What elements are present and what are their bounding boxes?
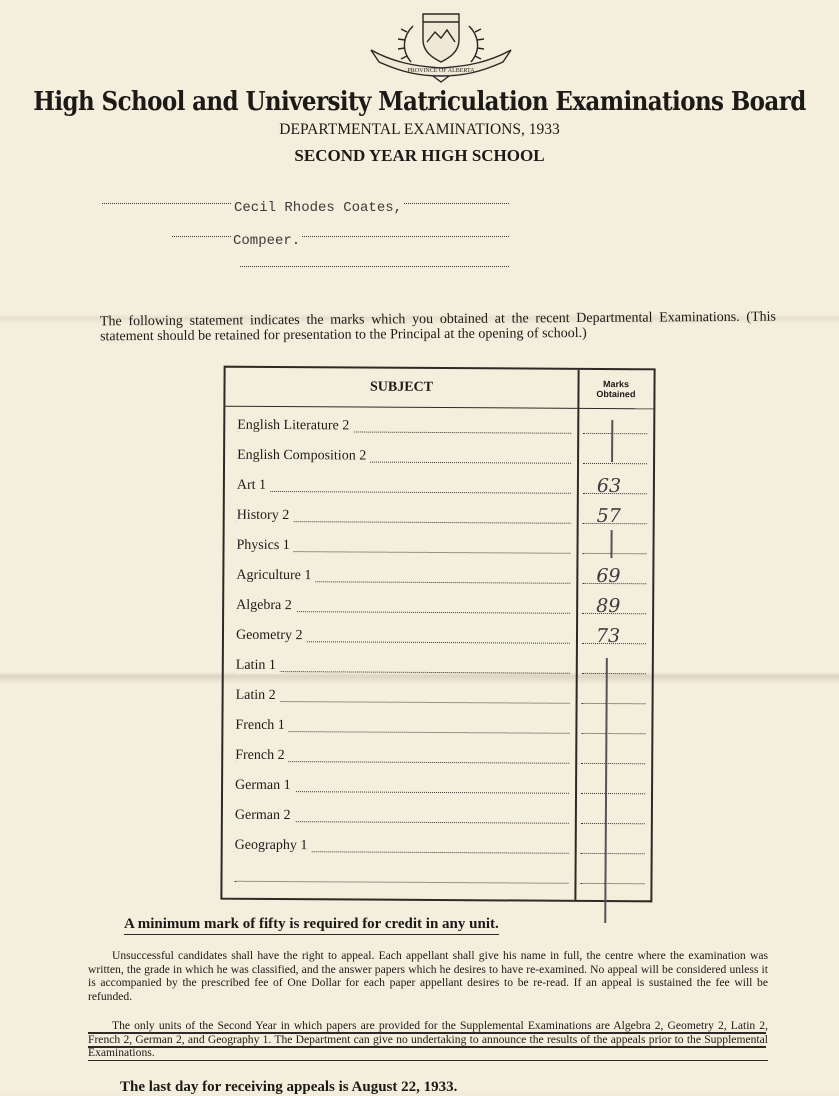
- table-row: [224, 680, 652, 713]
- table-row: [223, 740, 651, 773]
- table-row: [223, 770, 651, 803]
- table-row: [224, 650, 652, 683]
- subject-header: SUBJECT: [225, 368, 577, 409]
- supplemental-paragraph: The only units of the Second Year in which papers are provided for the Supplemental Examinations are Algebra 2, Geometry 2, Latin 2, French 2, German 2, and Geography 1. The Department can give no undertaking to announce the results of the appeals prior to the Supplemental Examinations.: [88, 1019, 768, 1059]
- exam-year-line: DEPARTMENTAL EXAMINATIONS, 1933: [279, 121, 560, 138]
- subject-label: English Composition 2: [237, 448, 370, 465]
- candidate-name: Cecil Rhodes Coates,: [234, 200, 403, 216]
- last-day-notice: The last day for receiving appeals is August 22, 1933.: [120, 1079, 458, 1095]
- mark-dots: [580, 883, 644, 884]
- board-title: High School and University Matriculation Examinations Board: [33, 85, 806, 118]
- table-row: [224, 530, 652, 563]
- table-row: [225, 470, 653, 503]
- mark-dots: [581, 793, 645, 794]
- subject-label: History 2: [237, 508, 294, 524]
- table-row: [223, 800, 651, 833]
- mark-value: 89: [596, 594, 621, 618]
- candidate-place: Compeer.: [233, 233, 301, 249]
- table-row: [224, 590, 652, 623]
- seal-motto: PROVINCE OF ALBERTA: [407, 68, 475, 74]
- mark-dots: [581, 823, 645, 824]
- mark-dots: [582, 553, 646, 554]
- minimum-mark-notice: A minimum mark of fifty is required for credit in any unit.: [124, 916, 499, 935]
- mark-value: 57: [596, 504, 621, 528]
- ink-dash-mark: [610, 530, 612, 558]
- mark-dots: [582, 703, 646, 704]
- leader-dots: [234, 881, 568, 884]
- mark-dots: [581, 733, 645, 734]
- subject-label: English Literature 2: [237, 418, 353, 435]
- mark-dots: [583, 433, 647, 434]
- leader-dots: [236, 671, 570, 674]
- mark-value: 69: [596, 564, 621, 588]
- subject-label: Geometry 2: [236, 628, 307, 644]
- subject-label: German 1: [235, 778, 295, 794]
- appeal-paragraph: Unsuccessful candidates shall have the right to appeal. Each appellant shall give his name in full, the centre where the examination was written, the grade in which he was classified, and the answer papers which he desires to have re-examined. No appeal will be considered unless it is accompanied by the prescribed fee of One Dollar for each paper appellant desires to be re-read. If an appeal is sustained the fee will be refunded.: [88, 949, 768, 1003]
- marks-header-line2: Obtained: [596, 388, 636, 400]
- coat-of-arms-seal-icon: [363, 6, 519, 84]
- table-row: [223, 830, 651, 863]
- subject-label: Algebra 2: [236, 598, 296, 614]
- mark-value: 73: [595, 624, 621, 648]
- intro-statement: The following statement indicates the marks which you obtained at the recent Departmental Examinations. (This statement should be retained for presentation to the Principal at the opening of school.): [99, 309, 776, 345]
- subject-label: French 1: [235, 718, 288, 734]
- subject-label: French 2: [235, 748, 288, 764]
- mark-dots: [581, 853, 645, 854]
- marks-header: [578, 370, 653, 409]
- leader-dots: [237, 491, 571, 494]
- subject-label: Geography 1: [235, 838, 312, 854]
- blank-address-line: [240, 266, 509, 267]
- mark-dots: [582, 673, 646, 674]
- subject-label: Agriculture 1: [236, 568, 315, 584]
- table-row: [225, 500, 653, 533]
- grade-heading: SECOND YEAR HIGH SCHOOL: [294, 146, 545, 165]
- subject-label: Latin 2: [236, 688, 280, 704]
- leader-dots: [236, 701, 570, 704]
- subject-label: Latin 1: [236, 658, 280, 674]
- table-row: [225, 410, 653, 443]
- subject-label: Physics 1: [236, 538, 293, 554]
- table-row: [223, 710, 651, 743]
- marks-table: [220, 366, 655, 903]
- table-row: [222, 860, 650, 893]
- table-row: [224, 560, 652, 593]
- table-row: [224, 620, 652, 653]
- subject-label: German 2: [235, 808, 295, 824]
- ink-dash-mark: [611, 420, 613, 462]
- mark-dots: [583, 463, 647, 464]
- place-line: [172, 236, 509, 237]
- mark-dots: [581, 763, 645, 764]
- mark-value: 63: [596, 474, 622, 498]
- marks-header-line1: Marks: [602, 379, 630, 390]
- table-row: [225, 440, 653, 473]
- subject-label: Art 1: [237, 478, 270, 494]
